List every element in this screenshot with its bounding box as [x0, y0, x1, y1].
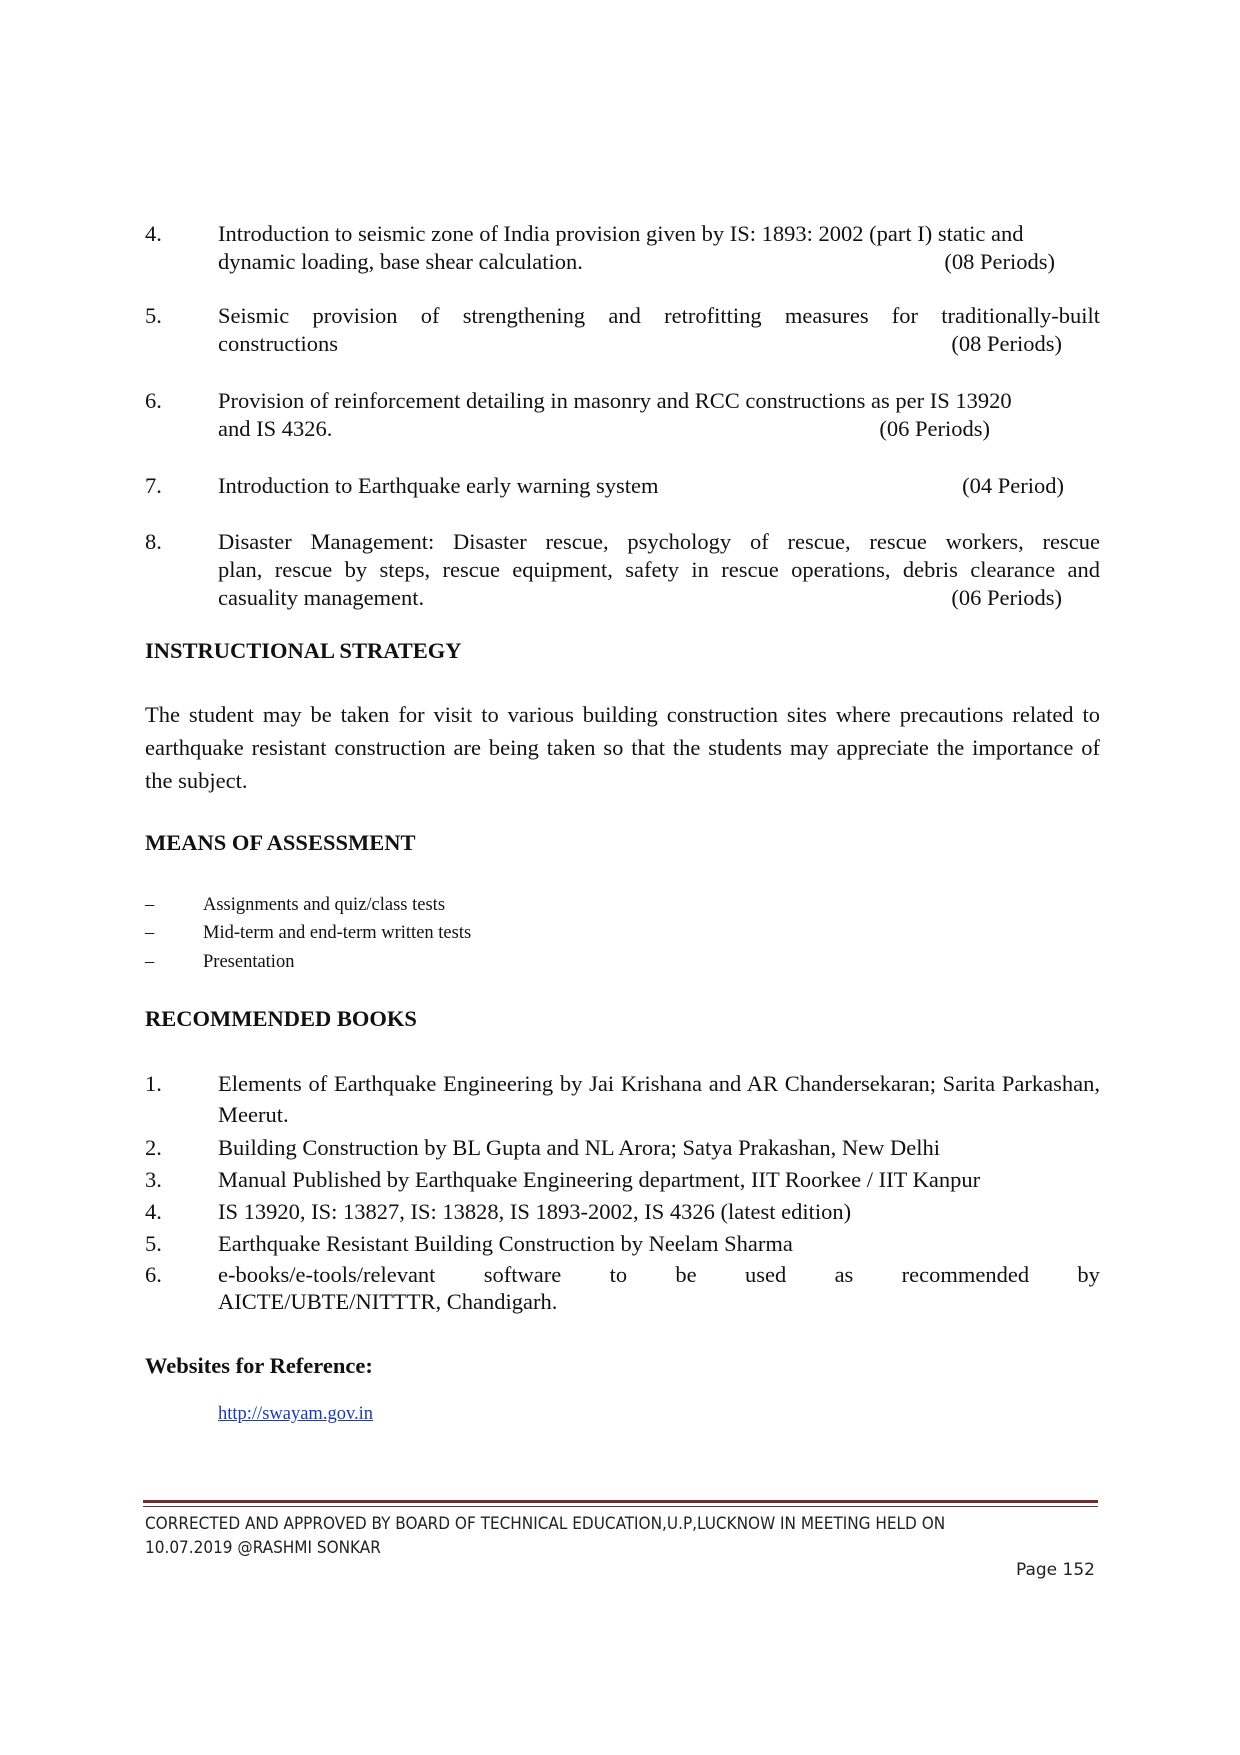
item-periods: (06 Periods) [951, 585, 1062, 610]
item-text-line: Provision of reinforcement detailing in masonry and RCC constructions as per IS 13920 [218, 388, 1012, 413]
book-item-2: 2. Building Construction by BL Gupta and NL Arora; Satya Prakashan, New Delhi [145, 1135, 940, 1160]
websites-heading: Websites for Reference: [145, 1353, 373, 1378]
recommended-books-heading: RECOMMENDED BOOKS [145, 1006, 417, 1031]
website-link[interactable]: http://swayam.gov.in [218, 1404, 374, 1424]
item-text-last: Introduction to Earthquake early warning system [218, 473, 659, 498]
item-text-line: Disaster Management: Disaster rescue, psychology of rescue, rescue workers, rescue [218, 529, 1100, 554]
dash-bullet: – [145, 952, 155, 972]
item-number: 5. [145, 303, 162, 328]
content-item-7 [145, 472, 1100, 500]
item-text-line: Introduction to seismic zone of India provision given by IS: 1893: 2002 (part I) static and [218, 221, 1024, 246]
item-text-line: Seismic provision of strengthening and retrofitting measures for traditionally-built [218, 303, 1100, 328]
content-item-8 [145, 528, 1100, 612]
item-number: 4. [145, 221, 162, 246]
page-number: Page 152 [1015, 1560, 1095, 1580]
item-number: 7. [145, 473, 162, 498]
item-text-last: dynamic loading, base shear calculation. [218, 249, 583, 274]
dash-bullet: – [145, 923, 155, 943]
content-item-4 [145, 220, 1100, 276]
book-item-1: 1. Elements of Earthquake Engineering by Jai Krishana and AR Chandersekaran; Sarita Parkashan, Meerut. [145, 1071, 1100, 1127]
item-periods: (04 Period) [962, 473, 1064, 498]
book-item-5: 5. Earthquake Resistant Building Construction by Neelam Sharma [145, 1231, 793, 1256]
item-periods: (08 Periods) [951, 331, 1062, 356]
content-item-6 [145, 387, 1100, 443]
book-item-4: 4. IS 13920, IS: 13827, IS: 13828, IS 1893-2002, IS 4326 (latest edition) [145, 1199, 852, 1224]
assessment-item: – Assignments and quiz/class tests [145, 891, 445, 919]
book-item-6: 6. e-books/e-tools/relevant software to be used as recommended by AICTE/UBTE/NITTTR, Chandigarh. [145, 1262, 1100, 1314]
footer-text: CORRECTED AND APPROVED BY BOARD OF TECHNICAL EDUCATION,U.P,LUCKNOW IN MEETING HELD ON 10.07.2019 @RASHMI SONKAR [145, 1514, 946, 1558]
footer-rule [143, 1500, 1098, 1503]
dash-bullet: – [145, 895, 155, 915]
item-number: 8. [145, 529, 162, 554]
means-of-assessment-heading: MEANS OF ASSESSMENT [145, 830, 416, 855]
content-item-5 [145, 302, 1100, 358]
item-text-last: and IS 4326. [218, 416, 333, 441]
item-number: 6. [145, 388, 162, 413]
item-periods: (06 Periods) [879, 416, 990, 441]
instructional-strategy-heading: INSTRUCTIONAL STRATEGY [145, 638, 462, 663]
book-item-3: 3. Manual Published by Earthquake Engineering department, IIT Roorkee / IIT Kanpur [145, 1167, 981, 1192]
item-text-last: constructions [218, 331, 338, 356]
assessment-item: – Presentation [145, 948, 294, 976]
assessment-item: – Mid-term and end-term written tests [145, 919, 471, 947]
item-periods: (08 Periods) [944, 249, 1055, 274]
footer-rule-thin [143, 1506, 1098, 1507]
item-text-last: casuality management. [218, 585, 425, 610]
instructional-strategy-text: The student may be taken for visit to various building construction sites where precautions related to earthquake resistant construction are being taken so that the students may appreciate the importance of the subject. [145, 702, 1100, 793]
item-text-line: plan, rescue by steps, rescue equipment, safety in rescue operations, debris clearance and [218, 557, 1100, 582]
